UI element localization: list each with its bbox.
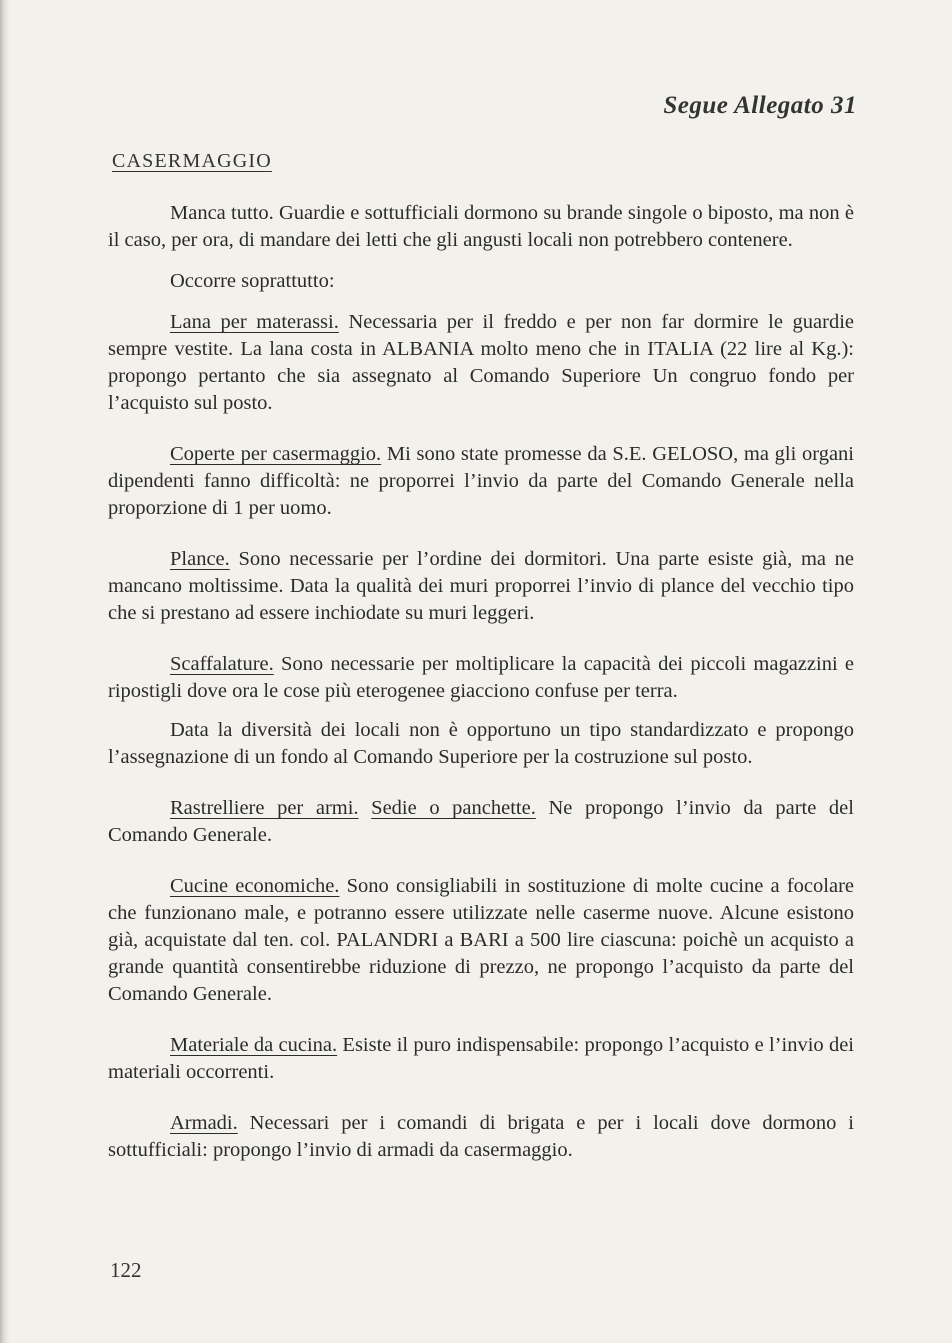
item-text-cucine: Sono consigliabili in sostituzione di molte cucine a focolare che funzionano male, e potranno essere utilizzate nelle caserme nuove. Alcune esistono già, acquistate dal ten. col. PALANDRI a BARI a 500 lire ciascuna: poichè un acquisto a grande quantità consentirebbe riduzione di prezzo, ne propongo l’acquisto da parte del Comando Generale.: [108, 875, 855, 1005]
paragraph-diversita: Data la diversità dei locali non è opportuno un tipo standardizzato e propongo l’assegnazione di un fondo al Comando Superiore per la costruzione sul posto.: [108, 719, 854, 768]
item-heading-plance: Plance.: [170, 548, 230, 570]
paragraph-coperte: [108, 441, 854, 522]
paragraph-lana: [108, 309, 854, 417]
page-binding-edge: [0, 0, 10, 1343]
item-heading-materiale: Materiale da cucina.: [170, 1034, 338, 1056]
item-text-armadi: Necessari per i comandi di brigata e per i locali dove dormono i sottufficiali: propongo l’invio di armadi da casermaggio.: [108, 1112, 854, 1161]
item-heading-sedie: Sedie o panchette.: [371, 797, 536, 819]
item-text-scaffalature: Sono necessarie per moltiplicare la capacità dei piccoli magazzini e ripostigli dove ora le cose più eterogenee giacciono confuse per terra.: [108, 653, 854, 702]
item-heading-rastrelliere: Rastrelliere per armi.: [170, 797, 359, 819]
item-text-plance: Sono necessarie per l’ordine dei dormitori. Una parte esiste già, ma ne mancano moltissime. Data la qualità dei muri proporrei l’invio di plance del vecchio tipo che si prestano ad essere inchiodate su muri leggeri.: [108, 548, 854, 624]
item-heading-coperte: Coperte per casermaggio.: [170, 443, 382, 465]
page-number: 122: [110, 1258, 142, 1282]
item-heading-lana: Lana per materassi.: [170, 311, 339, 333]
item-text-materiale: Esiste il puro indispensabile: propongo l’acquisto e l’invio dei materiali occorrenti.: [108, 1034, 854, 1083]
item-heading-armadi: Armadi.: [170, 1112, 238, 1134]
item-text-rastrelliere: Ne propongo l’invio da parte del Comando Generale.: [108, 797, 854, 846]
paragraph-armadi: [108, 1110, 854, 1164]
item-heading-cucine: Cucine economiche.: [170, 875, 340, 897]
paragraph-intro: Manca tutto. Guardie e sottufficiali dormono su brande singole o biposto, ma non è il caso, per ora, di mandare dei letti che gli angusti locali non potrebbero contenere.: [108, 202, 854, 251]
paragraph-plance: [108, 546, 854, 627]
paragraph-occorre: Occorre soprattutto:: [170, 270, 335, 292]
paragraph-rastrelliere: [108, 795, 854, 849]
section-title: CASERMAGGIO: [112, 150, 272, 172]
page-header: Segue Allegato 31: [663, 92, 857, 119]
item-text-lana: Necessaria per il freddo e per non far dormire le guardie sempre vestite. La lana costa in ALBANIA molto meno che in ITALIA (22 lire al Kg.): propongo pertanto che sia assegnato al Comando Superiore Un congruo fondo per l’acquisto sul posto.: [108, 311, 855, 414]
item-heading-scaffalature: Scaffalature.: [170, 653, 274, 675]
paragraph-scaffalature: [108, 651, 854, 705]
paragraph-cucine: [108, 873, 854, 1008]
body-text: [108, 200, 854, 1164]
paragraph-materiale: [108, 1032, 854, 1086]
item-text-coperte: Mi sono state promesse da S.E. GELOSO, ma gli organi dipendenti fanno difficoltà: ne proporrei l’invio da parte del Comando Generale nella proporzione di 1 per uomo.: [108, 443, 854, 519]
